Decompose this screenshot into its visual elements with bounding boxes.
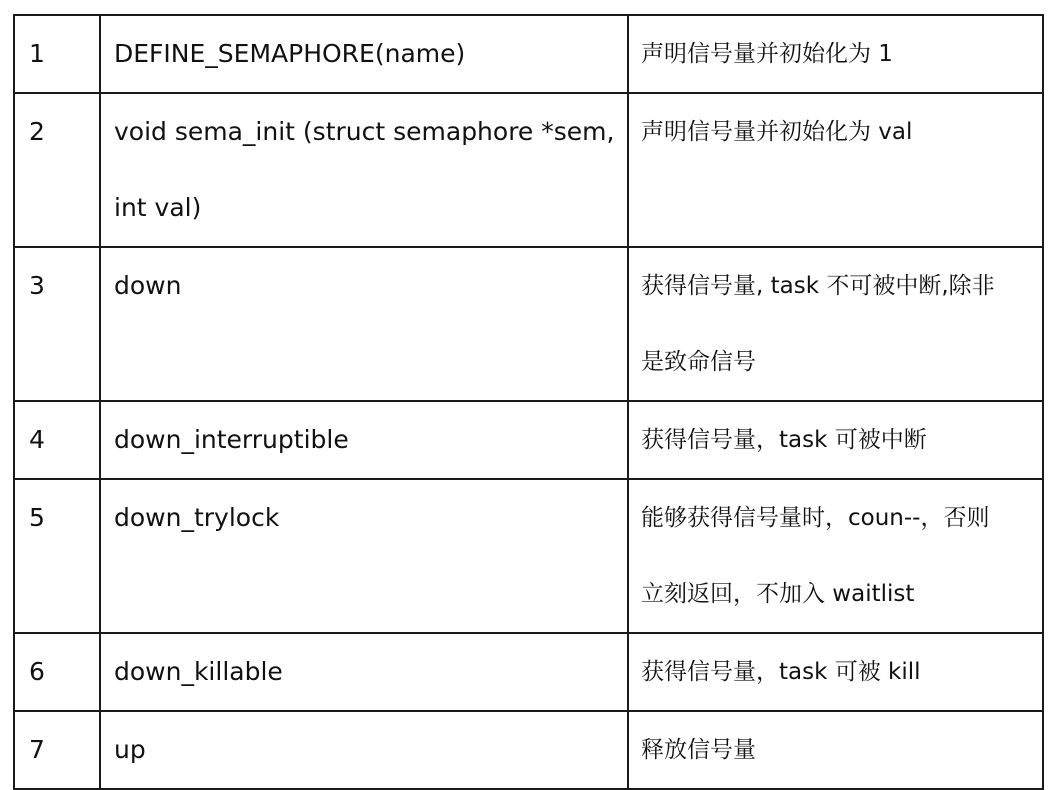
function-name: down_trylock (114, 503, 280, 532)
row-number-cell (14, 15, 100, 93)
description-cell (628, 15, 1043, 93)
row-number-cell (14, 401, 100, 479)
row-number: 1 (29, 39, 45, 68)
description-cell (628, 711, 1043, 789)
row-number: 5 (29, 503, 45, 532)
description-cell (628, 401, 1043, 479)
row-number: 7 (29, 735, 45, 764)
semaphore-api-table (13, 14, 1044, 790)
description-cell (628, 93, 1043, 247)
description-continued: 是致命信号 (641, 349, 756, 375)
function-name-cell (100, 15, 628, 93)
row-number: 2 (29, 117, 45, 146)
description: 获得信号量, task 不可被中断,除非 (641, 273, 995, 299)
row-number: 4 (29, 425, 45, 454)
table-row (14, 633, 1043, 711)
function-name-cell (100, 711, 628, 789)
function-name: DEFINE_SEMAPHORE(name) (114, 39, 466, 68)
function-name: void sema_init (struct semaphore *sem, (114, 117, 615, 146)
function-name-cell (100, 247, 628, 401)
description-cell (628, 479, 1043, 633)
description-continued: 立刻返回，不加入 waitlist (641, 581, 915, 607)
function-name: up (114, 735, 146, 764)
table-row (14, 93, 1043, 247)
row-number-cell (14, 711, 100, 789)
description: 获得信号量，task 可被 kill (641, 659, 921, 685)
function-name-cell (100, 633, 628, 711)
function-name: down (114, 271, 182, 300)
description: 获得信号量，task 可被中断 (641, 427, 927, 453)
row-number-cell (14, 633, 100, 711)
function-name-cell (100, 93, 628, 247)
description-cell (628, 633, 1043, 711)
function-name-continued: int val) (114, 193, 202, 222)
description: 声明信号量并初始化为 val (641, 119, 913, 145)
description: 声明信号量并初始化为 1 (641, 41, 893, 67)
table-row (14, 711, 1043, 789)
function-name: down_interruptible (114, 425, 349, 454)
function-name: down_killable (114, 657, 283, 686)
row-number-cell (14, 479, 100, 633)
table-row (14, 15, 1043, 93)
description-cell (628, 247, 1043, 401)
description: 释放信号量 (641, 737, 756, 763)
row-number: 6 (29, 657, 45, 686)
function-name-cell (100, 401, 628, 479)
function-name-cell (100, 479, 628, 633)
row-number: 3 (29, 271, 45, 300)
table-row (14, 479, 1043, 633)
table-row (14, 401, 1043, 479)
table-row (14, 247, 1043, 401)
row-number-cell (14, 93, 100, 247)
description: 能够获得信号量时，coun--，否则 (641, 505, 990, 531)
row-number-cell (14, 247, 100, 401)
